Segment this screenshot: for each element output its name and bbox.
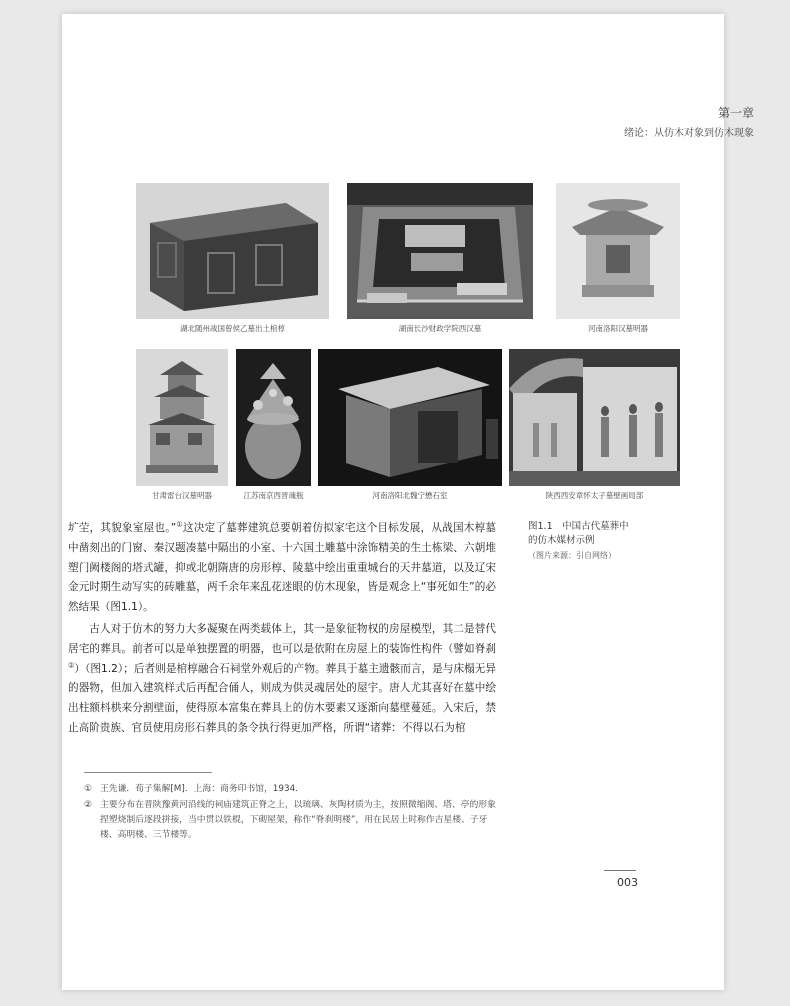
footnote-2	[84, 798, 504, 843]
running-head	[624, 104, 754, 139]
footnotes	[84, 782, 504, 844]
page-number: 003	[617, 876, 638, 889]
figure-caption-5: 江苏南京西晋魂瓶	[243, 491, 304, 500]
figure-caption-1: 湖北随州战国曾侯乙墓出土棺椁	[180, 324, 285, 333]
figure-caption-block	[528, 520, 638, 561]
footnote-ref-1[interactable]: ①	[176, 520, 183, 529]
figure-caption-4: 甘肃雷台汉墓明器	[152, 491, 212, 500]
body-text	[68, 519, 496, 739]
figure-title: 图1.1 中国古代墓葬中的仿木媒材示例	[528, 521, 629, 546]
footnote-1	[84, 782, 504, 797]
paragraph-2-part-a: 古人对于仿木的努力大多凝聚在两类载体上，其一是象征物权的房屋模型，其二是替代居宅的葬具。前者可以是单独摆置的明器，也可以是依附在房屋上的装饰性构件（譬如脊刹	[68, 622, 496, 655]
figure-caption-6: 河南洛阳北魏宁懋石室	[372, 491, 448, 500]
footnote-text: 主要分布在晋陕豫黄河沿线的祠庙建筑正脊之上，以琉璃、灰陶材质为主，按照微缩阁、塔、亭的形象捏塑烧制后逐段拼接，当中贯以铁棍，下砌屋架，称作“脊刹明楼”，用在民居上时称作吉星楼、子牙楼、高明楼、三节楼等。	[100, 800, 496, 840]
figure-caption-3: 河南洛阳汉墓明器	[588, 324, 648, 333]
pottery-tower-photo	[136, 349, 228, 486]
paragraph-2-part-b: ）（图1.2）；后者则是棺椁融合石祠堂外观后的产物。葬具于墓主遗骸而言，是与床榻无异的器物，但加入建筑样式后再配合俑人，则成为供灵魂居处的屋宇。唐人尤其喜好在墓中绘出柱额枓栱来分割壁面，使得原本富集在葬具上的仿木要素又逐渐向墓壁蔓延。入宋后，禁止高阶贵族、官员使用房形石葬具的条令执行得更加严格，所谓“诸葬：不得以石为棺	[68, 662, 496, 734]
pottery-house-photo	[556, 183, 680, 319]
footnote-text: 王先谦．荀子集解[M]．上海：商务印书馆，1934．	[100, 784, 304, 794]
chapter-subtitle: 绪论：从仿木对象到仿木现象	[624, 128, 754, 139]
page-number-rule	[604, 870, 636, 871]
stone-chamber-photo	[318, 349, 502, 486]
figure-source: （图片来源：引自网络）	[528, 551, 616, 560]
figure-caption-7: 陕西西安章怀太子墓壁画局部	[545, 491, 644, 500]
paragraph-1-part-a: 圹茔，其貌象室屋也。”	[68, 522, 177, 534]
paragraph-2	[68, 620, 496, 739]
footnote-ref-2[interactable]: ②	[68, 661, 75, 670]
chapter-label: 第一章	[717, 106, 754, 120]
figure-caption-2: 湖南长沙财政学院西汉墓	[398, 324, 482, 333]
footnote-mark: ①	[84, 784, 92, 794]
mural-photo	[509, 349, 680, 486]
soul-jar-photo	[236, 349, 311, 486]
paragraph-1	[68, 519, 496, 618]
paragraph-1-part-b: 这决定了墓葬建筑总要朝着仿拟家宅这个目标发展，从战国木椁墓中凿刻出的门窗、秦汉题凑墓中隔出的小室、十六国土雕墓中涂饰精美的生土栋梁、六朝堆塑门阙楼阁的塔式罐，抑或北朝隋唐的房形椁、陵墓中绘出重重城台的天井墓道，以及辽宋金元时期生动写实的砖雕墓，两千余年来乱花迷眼的仿木现象，皆是观念上“事死如生”的必然结果（图1.1）。	[68, 522, 497, 614]
footnote-mark: ②	[84, 800, 92, 810]
tomb-pit-photo	[347, 183, 533, 319]
footnote-divider	[84, 772, 212, 773]
coffin-photo	[136, 183, 329, 319]
